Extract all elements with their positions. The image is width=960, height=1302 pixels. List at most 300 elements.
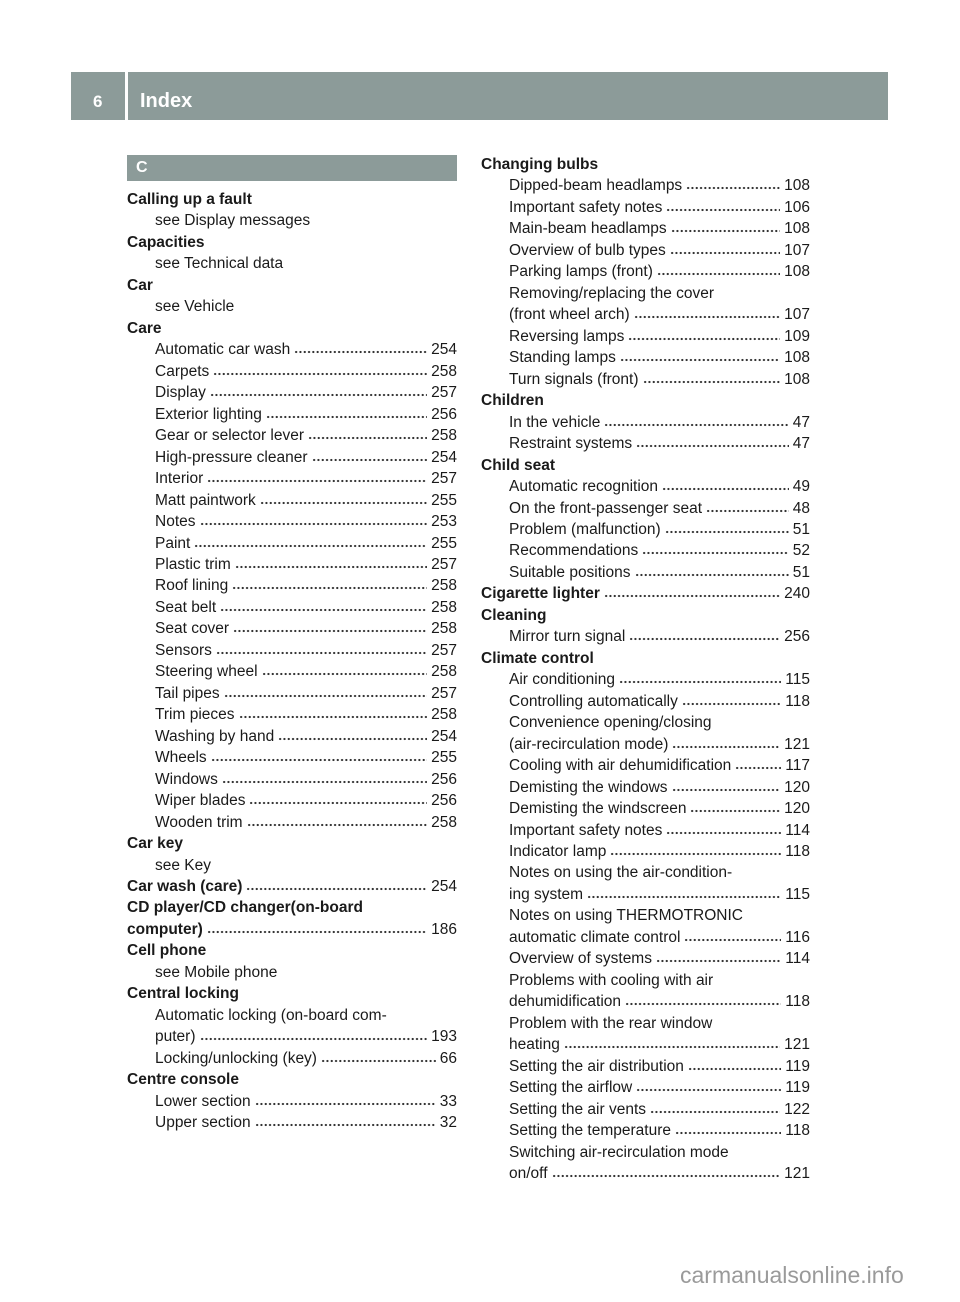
page-reference: 255 [431, 534, 457, 552]
page-reference: 254 [431, 448, 457, 466]
entry-text: Problem with the rear window [509, 1014, 713, 1032]
entry-text: Display [155, 384, 206, 402]
index-subentry [481, 841, 810, 862]
index-subentry [127, 511, 457, 532]
index-entry-heading [481, 583, 810, 604]
entry-text: Automatic car wash [155, 341, 291, 359]
dot-leader [255, 1119, 436, 1127]
index-subentry [127, 790, 457, 811]
entry-text: Paint [155, 534, 191, 552]
index-subentry [127, 533, 457, 554]
index-entry-heading [127, 897, 457, 918]
entry-text: automatic climate control [509, 928, 681, 946]
dot-leader [619, 676, 781, 684]
index-subentry [127, 575, 457, 596]
page-number: 6 [93, 92, 103, 111]
page-reference: 258 [431, 598, 457, 616]
entry-text: Matt paintwork [155, 491, 256, 509]
index-subentry [481, 283, 810, 304]
entry-text: see Key [155, 856, 212, 874]
index-column-left [127, 189, 457, 1134]
entry-text: Important safety notes [509, 198, 663, 216]
page-reference: 114 [785, 950, 810, 968]
dot-leader [628, 333, 780, 341]
entry-text: Children [481, 392, 544, 410]
entry-text: (front wheel arch) [509, 306, 630, 324]
dot-leader [625, 998, 781, 1006]
page-reference: 256 [431, 792, 457, 810]
entry-text: Convenience opening/closing [509, 714, 712, 732]
page-reference: 257 [431, 641, 457, 659]
entry-text: heating [509, 1036, 560, 1054]
index-subentry [481, 991, 810, 1012]
index-subentry [481, 1120, 810, 1141]
page-reference: 120 [784, 778, 810, 796]
index-entry-heading [127, 1069, 457, 1090]
dot-leader [194, 540, 427, 548]
dot-leader [636, 440, 789, 448]
dot-leader [636, 1084, 781, 1092]
page-reference: 255 [431, 749, 457, 767]
index-entry-heading [127, 983, 457, 1004]
index-subentry [127, 382, 457, 403]
entry-text: Carpets [155, 362, 210, 380]
index-subentry [127, 554, 457, 575]
page-reference: 254 [431, 878, 457, 895]
page-reference: 108 [784, 263, 810, 281]
entry-text: Switching air-recirculation mode [509, 1143, 729, 1161]
page-reference: 108 [784, 220, 810, 238]
index-subentry [127, 296, 457, 317]
entry-text: Trim pieces [155, 706, 235, 724]
index-entry-heading [127, 189, 457, 210]
page-reference: 106 [784, 198, 810, 216]
entry-text: Main-beam headlamps [509, 220, 667, 238]
dot-leader [620, 354, 780, 362]
dot-leader [213, 368, 427, 376]
section-letter-bar [127, 155, 457, 181]
entry-text: Changing bulbs [481, 156, 599, 173]
entry-text: Setting the air distribution [509, 1057, 684, 1075]
dot-leader [216, 647, 427, 655]
index-subentry [127, 962, 457, 983]
dot-leader [656, 955, 781, 963]
index-subentry [127, 812, 457, 833]
dot-leader [246, 883, 427, 891]
page-reference: 186 [431, 920, 457, 938]
dot-leader [610, 848, 781, 856]
index-subentry [481, 369, 810, 390]
page-reference: 115 [785, 885, 810, 903]
watermark: carmanualsonline.info [680, 1262, 904, 1288]
entry-text: Problem (malfunction) [509, 520, 661, 538]
index-subentry [481, 927, 810, 948]
index-subentry [127, 1048, 457, 1069]
index-subentry [127, 210, 457, 231]
index-subentry [127, 253, 457, 274]
index-subentry [481, 970, 810, 991]
dot-leader [604, 590, 780, 598]
index-subentry [127, 1112, 457, 1133]
page-reference: 108 [784, 370, 810, 388]
index-subentry [481, 540, 810, 561]
page-reference: 121 [784, 1165, 810, 1183]
dot-leader [665, 526, 789, 534]
entry-text: Car key [127, 835, 184, 853]
page-reference: 256 [431, 405, 457, 423]
entry-text: puter) [155, 1028, 196, 1046]
entry-text: Setting the air vents [509, 1100, 646, 1118]
entry-text: Dipped-beam headlamps [509, 177, 683, 195]
page-reference: 258 [431, 663, 457, 681]
entry-text: Locking/unlocking (key) [155, 1049, 317, 1067]
page-reference: 32 [439, 1114, 457, 1132]
page-reference: 258 [431, 362, 457, 380]
entry-text: Upper section [155, 1114, 251, 1132]
page-reference: 256 [431, 770, 457, 788]
dot-leader [260, 497, 427, 505]
index-subentry [481, 691, 810, 712]
index-subentry [481, 798, 810, 819]
entry-text: Roof lining [155, 577, 229, 595]
index-subentry [127, 855, 457, 876]
entry-text: Mirror turn signal [509, 628, 626, 646]
index-subentry [481, 498, 810, 519]
dot-leader [675, 1127, 781, 1135]
index-subentry [481, 820, 810, 841]
entry-text: CD player/CD changer(on-board [127, 899, 363, 917]
index-subentry [127, 1005, 457, 1026]
index-subentry [481, 562, 810, 583]
index-subentry [127, 1026, 457, 1047]
dot-leader [666, 204, 780, 212]
page-reference: 119 [785, 1057, 810, 1075]
dot-leader [682, 698, 781, 706]
dot-leader [629, 633, 780, 641]
entry-text: Overview of systems [509, 950, 652, 968]
entry-text: Reversing lamps [509, 327, 625, 345]
entry-text: Car [127, 276, 153, 294]
index-subentry [481, 326, 810, 347]
entry-text: Air conditioning [509, 671, 615, 689]
entry-text: Parking lamps (front) [509, 263, 653, 281]
index-subentry [127, 618, 457, 639]
dot-leader [235, 561, 427, 569]
index-entry-heading [127, 232, 457, 253]
index-subentry [481, 626, 810, 647]
page-reference: 257 [431, 555, 457, 573]
dot-leader [642, 547, 789, 555]
dot-leader [706, 505, 789, 513]
index-subentry [127, 704, 457, 725]
index-entry-heading [127, 318, 457, 339]
page-reference: 109 [784, 327, 810, 345]
index-subentry [481, 304, 810, 325]
entry-text: Removing/replacing the cover [509, 284, 715, 302]
index-entry-heading [481, 455, 810, 476]
entry-text: Interior [155, 470, 204, 488]
entry-text: Demisting the windows [509, 778, 668, 796]
page-reference: 257 [431, 684, 457, 702]
entry-text: Indicator lamp [509, 843, 607, 860]
entry-text: Calling up a fault [127, 191, 252, 208]
entry-text: Automatic recognition [509, 478, 659, 496]
entry-text: Tail pipes [155, 684, 220, 702]
page-reference: 122 [784, 1100, 810, 1118]
page-number-box [71, 72, 125, 120]
dot-leader [278, 733, 427, 741]
entry-text: Suitable positions [509, 563, 631, 581]
index-subentry [481, 862, 810, 883]
dot-leader [207, 926, 427, 934]
dot-leader [643, 376, 781, 384]
page-reference: 116 [785, 928, 810, 946]
dot-leader [688, 1063, 781, 1071]
dot-leader [220, 604, 427, 612]
dot-leader [662, 483, 789, 491]
dot-leader [210, 389, 427, 397]
dot-leader [321, 1055, 436, 1063]
entry-text: on/off [509, 1165, 548, 1183]
entry-text: Setting the temperature [509, 1122, 671, 1140]
dot-leader [233, 625, 427, 633]
dot-leader [686, 182, 780, 190]
entry-text: computer) [127, 920, 203, 938]
page-reference: 115 [785, 671, 810, 689]
dot-leader [604, 419, 788, 427]
page-reference: 48 [792, 499, 810, 517]
index-entry-heading [481, 605, 810, 626]
index-subentry [481, 884, 810, 905]
entry-text: Plastic trim [155, 555, 231, 573]
index-subentry [127, 339, 457, 360]
entry-text: see Mobile phone [155, 963, 278, 981]
index-subentry [481, 1056, 810, 1077]
dot-leader [232, 582, 427, 590]
page-reference: 52 [792, 542, 810, 560]
page-reference: 51 [792, 520, 810, 538]
index-subentry [481, 1034, 810, 1055]
entry-text: Restraint systems [509, 435, 633, 453]
index-subentry [481, 669, 810, 690]
entry-text: Care [127, 319, 162, 337]
entry-text: Automatic locking (on-board com- [155, 1006, 387, 1024]
entry-text: Sensors [155, 641, 212, 659]
index-subentry [127, 726, 457, 747]
page-reference: 121 [784, 1036, 810, 1054]
index-subentry [127, 661, 457, 682]
index-subentry [481, 240, 810, 261]
entry-text: see Technical data [155, 255, 284, 273]
index-subentry [481, 347, 810, 368]
page-reference: 255 [431, 491, 457, 509]
entry-text: Washing by hand [155, 727, 275, 745]
entry-text: Overview of bulb types [509, 241, 666, 259]
dot-leader [634, 311, 781, 319]
entry-text: Seat belt [155, 598, 217, 616]
index-subentry [481, 948, 810, 969]
dot-leader [671, 225, 780, 233]
page-reference: 49 [792, 478, 810, 496]
entry-text: Notes on using THERMOTRONIC [509, 907, 743, 925]
page-header [128, 72, 888, 120]
dot-leader [564, 1041, 780, 1049]
index-subentry [127, 747, 457, 768]
section-letter: C [136, 159, 148, 176]
dot-leader [650, 1106, 780, 1114]
entry-text: Car wash (care) [127, 878, 243, 895]
index-subentry [127, 425, 457, 446]
index-entry-heading [127, 940, 457, 961]
dot-leader [308, 432, 427, 440]
dot-leader [200, 1033, 428, 1041]
entry-text: Exterior lighting [155, 405, 262, 423]
index-entry-heading [127, 919, 457, 940]
entry-text: Climate control [481, 649, 594, 667]
index-column-right [481, 154, 810, 1185]
page-reference: 47 [792, 435, 810, 453]
dot-leader [249, 797, 427, 805]
entry-text: Cleaning [481, 606, 547, 624]
entry-text: Cigarette lighter [481, 585, 600, 603]
page-reference: 117 [785, 757, 810, 775]
page-reference: 118 [785, 692, 810, 710]
entry-text: Important safety notes [509, 821, 663, 839]
page-reference: 119 [785, 1079, 810, 1097]
entry-text: Cooling with air dehumidification [509, 757, 732, 775]
entry-text: ing system [509, 885, 584, 903]
dot-leader [247, 819, 428, 827]
entry-text: Cell phone [127, 942, 207, 960]
dot-leader [312, 454, 428, 462]
entry-text: Recommendations [509, 542, 639, 560]
entry-text: Wooden trim [155, 813, 243, 831]
page-reference: 258 [431, 813, 457, 831]
entry-text: Centre console [127, 1071, 239, 1089]
entry-text: Demisting the windscreen [509, 800, 687, 818]
dot-leader [239, 711, 428, 719]
dot-leader [672, 741, 780, 749]
entry-text: High-pressure cleaner [155, 448, 308, 466]
entry-text: Lower section [155, 1092, 251, 1110]
index-subentry [481, 519, 810, 540]
page-reference: 257 [431, 470, 457, 488]
index-subentry [481, 197, 810, 218]
dot-leader [255, 1098, 436, 1106]
page-reference: 107 [784, 241, 810, 259]
dot-leader [211, 754, 427, 762]
dot-leader [666, 827, 781, 835]
entry-text: Wiper blades [155, 792, 246, 810]
page-reference: 118 [785, 843, 810, 860]
entry-text: Setting the airflow [509, 1079, 633, 1097]
page-reference: 107 [784, 306, 810, 324]
dot-leader [587, 891, 781, 899]
dot-leader [552, 1170, 781, 1178]
index-subentry [127, 404, 457, 425]
dot-leader [222, 776, 427, 784]
page-reference: 258 [431, 577, 457, 595]
index-subentry [481, 777, 810, 798]
index-subentry [481, 476, 810, 497]
page-reference: 258 [431, 620, 457, 638]
index-subentry [481, 1077, 810, 1098]
page-reference: 240 [784, 585, 810, 603]
page-reference: 254 [431, 727, 457, 745]
page-title: Index [140, 90, 193, 112]
entry-text: Notes on using the air-condition- [509, 864, 733, 882]
index-subentry [481, 1163, 810, 1184]
index-subentry [481, 755, 810, 776]
page-reference: 51 [792, 563, 810, 581]
dot-leader [735, 762, 781, 770]
index-subentry [127, 597, 457, 618]
entry-text: Gear or selector lever [155, 427, 305, 445]
index-subentry [481, 261, 810, 282]
page-reference: 253 [431, 513, 457, 531]
page-reference: 120 [784, 800, 810, 818]
index-subentry [127, 490, 457, 511]
page-reference: 254 [431, 341, 457, 359]
index-subentry [127, 683, 457, 704]
index-entry-heading [481, 390, 810, 411]
page-reference: 118 [785, 1122, 810, 1140]
index-subentry [127, 769, 457, 790]
entry-text: Turn signals (front) [509, 370, 639, 388]
index-entry-heading [481, 154, 810, 175]
page-reference: 193 [431, 1028, 457, 1046]
dot-leader [657, 268, 780, 276]
entry-text: see Display messages [155, 212, 311, 230]
index-subentry [481, 905, 810, 926]
entry-text: Wheels [155, 749, 207, 767]
dot-leader [224, 690, 428, 698]
page-reference: 108 [784, 349, 810, 367]
page-reference: 114 [785, 821, 810, 839]
entry-text: Problems with cooling with air [509, 971, 714, 989]
index-subentry [481, 1099, 810, 1120]
entry-text: Child seat [481, 456, 556, 474]
dot-leader [207, 475, 427, 483]
page-reference: 256 [784, 628, 810, 646]
entry-text: see Vehicle [155, 298, 235, 316]
page-reference: 66 [439, 1049, 457, 1067]
index-subentry [481, 734, 810, 755]
entry-text: On the front-passenger seat [509, 499, 703, 517]
entry-text: Notes [155, 513, 196, 531]
page-reference: 121 [784, 735, 810, 753]
index-entry-heading [481, 648, 810, 669]
entry-text: Controlling automatically [509, 692, 678, 710]
index-subentry [127, 468, 457, 489]
index-entry-heading [127, 275, 457, 296]
entry-text: Seat cover [155, 620, 230, 638]
dot-leader [670, 247, 780, 255]
page-reference: 118 [785, 993, 810, 1011]
page-reference: 108 [784, 177, 810, 195]
entry-text: dehumidification [509, 993, 622, 1011]
dot-leader [294, 346, 427, 354]
index-entry-heading [127, 833, 457, 854]
page-reference: 33 [439, 1092, 457, 1110]
index-subentry [481, 175, 810, 196]
index-subentry [127, 640, 457, 661]
page-reference: 47 [792, 413, 810, 431]
dot-leader [262, 668, 428, 676]
entry-text: (air-recirculation mode) [509, 735, 669, 753]
page-reference: 257 [431, 384, 457, 402]
entry-text: Capacities [127, 233, 205, 251]
